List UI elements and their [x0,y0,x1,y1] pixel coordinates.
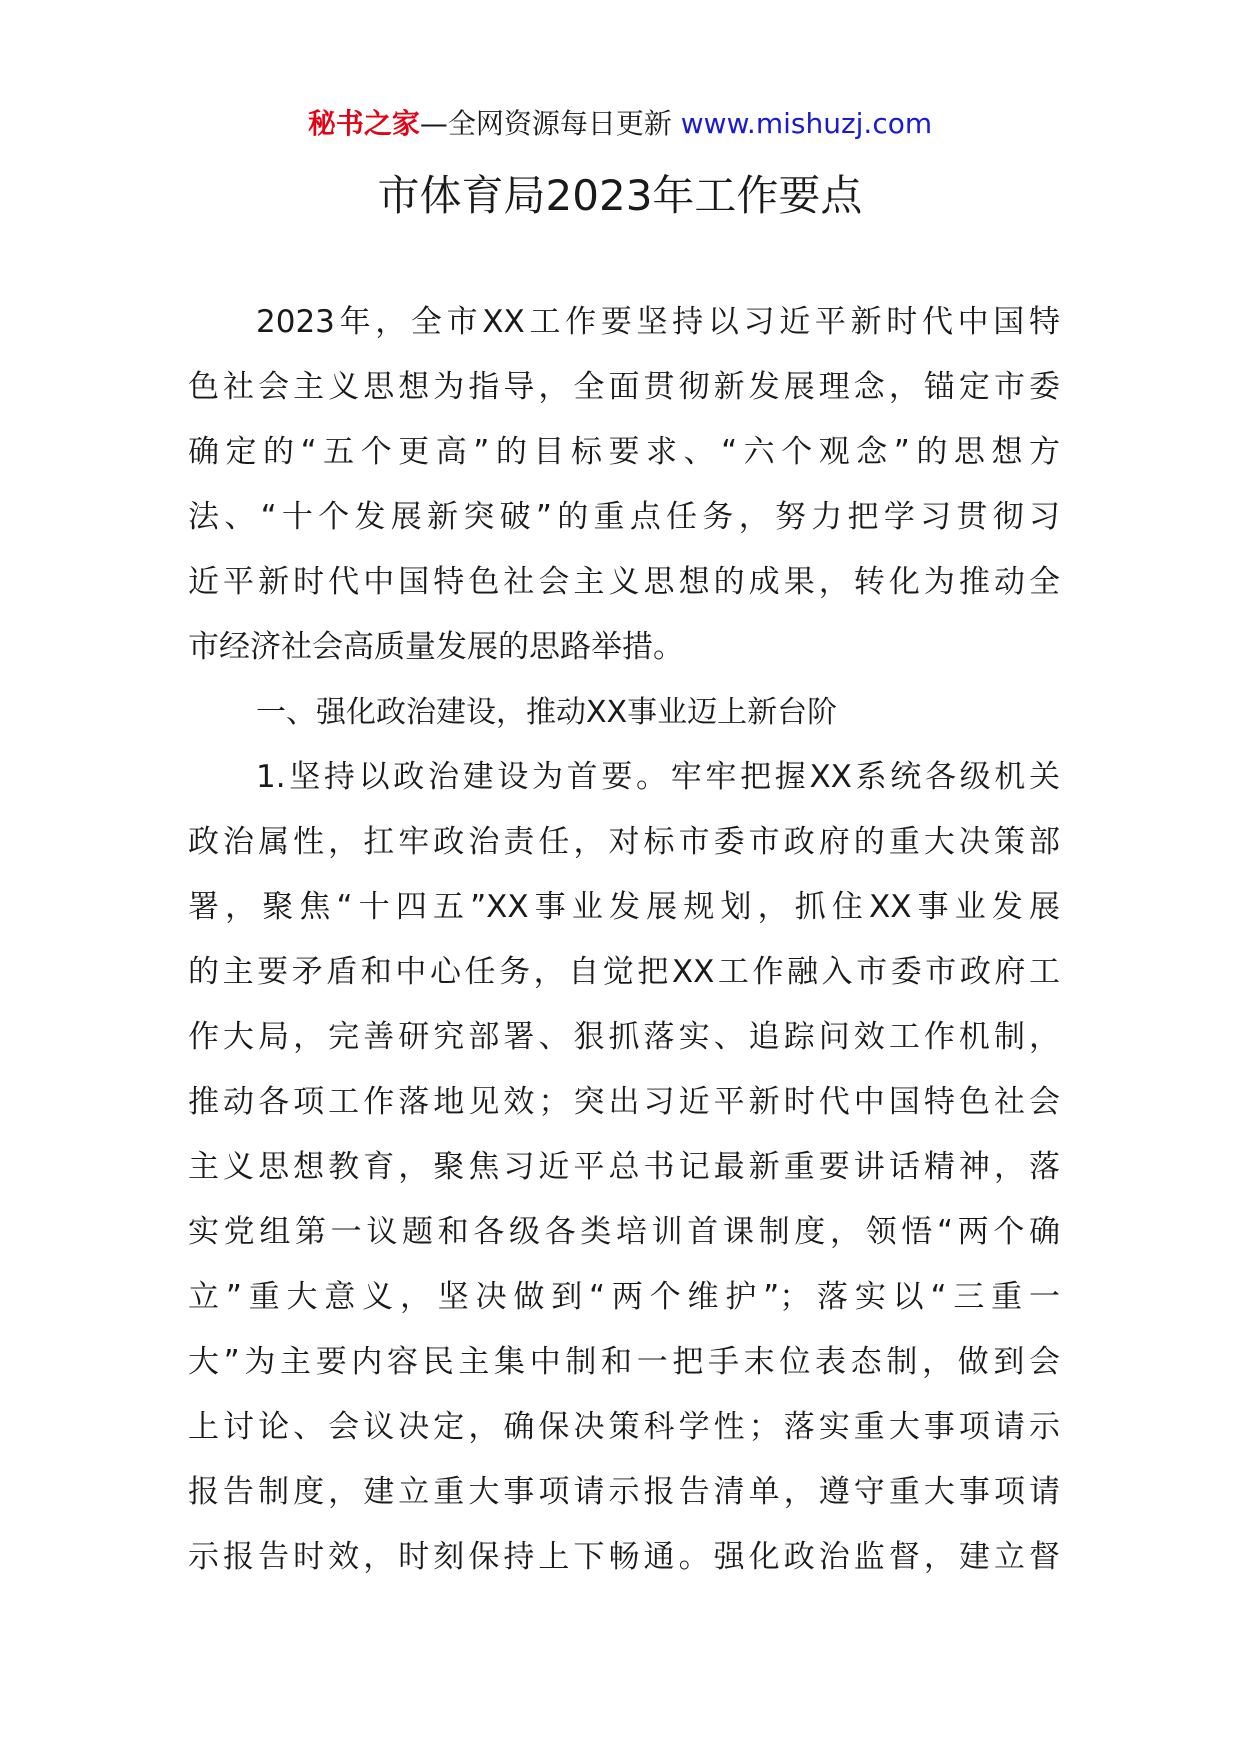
paragraph-line: 示报告时效，时刻保持上下畅通。强化政治监督，建立督 [188,1539,1060,1575]
paragraph-line: 报告制度，建立重大事项请示报告清单，遵守重大事项请 [188,1474,1060,1510]
site-banner [0,104,1240,144]
paragraph-line: 实党组第一议题和各级各类培训首课制度，领悟“两个确 [188,1214,1060,1250]
paragraph-line: 大”为主要内容民主集中制和一把手末位表态制，做到会 [188,1344,1060,1380]
section-heading: 一、强化政治建设，推动XX事业迈上新台阶 [256,695,838,730]
banner-url-link[interactable]: www.mishuzj.com [680,107,933,140]
paragraph-line: 确定的“五个更高”的目标要求、“六个观念”的思想方 [188,434,1060,470]
paragraph-line: 市经济社会高质量发展的思路举措。 [188,629,684,665]
paragraph-line: 色社会主义思想为指导，全面贯彻新发展理念，锚定市委 [188,369,1060,405]
banner-slogan: —全网资源每日更新 [419,107,681,140]
paragraph-line: 政治属性，扛牢政治责任，对标市委市政府的重大决策部 [188,824,1060,860]
paragraph-line: 署，聚焦“十四五”XX事业发展规划，抓住XX事业发展 [188,889,1060,925]
paragraph-line: 1.坚持以政治建设为首要。牢牢把握XX系统各级机关 [256,759,1060,795]
paragraph-line: 立”重大意义，坚决做到“两个维护”；落实以“三重一 [188,1279,1060,1315]
document-body [188,290,1060,1590]
paragraph-line: 近平新时代中国特色社会主义思想的成果，转化为推动全 [188,564,1060,600]
paragraph-line: 推动各项工作落地见效；突出习近平新时代中国特色社会 [188,1084,1060,1120]
paragraph-line: 2023年，全市XX工作要坚持以习近平新时代中国特 [256,304,1060,340]
paragraph-line: 上讨论、会议决定，确保决策科学性；落实重大事项请示 [188,1409,1060,1445]
document-title: 市体育局2023年工作要点 [377,171,863,220]
paragraph-line: 的主要矛盾和中心任务，自觉把XX工作融入市委市政府工 [188,954,1060,990]
paragraph-line: 作大局，完善研究部署、狠抓落实、追踪问效工作机制， [188,1019,1060,1055]
paragraph-line: 法、“十个发展新突破”的重点任务，努力把学习贯彻习 [188,499,1060,535]
banner-brand: 秘书之家 [307,107,420,140]
paragraph-line: 主义思想教育，聚焦习近平总书记最新重要讲话精神，落 [188,1149,1060,1185]
